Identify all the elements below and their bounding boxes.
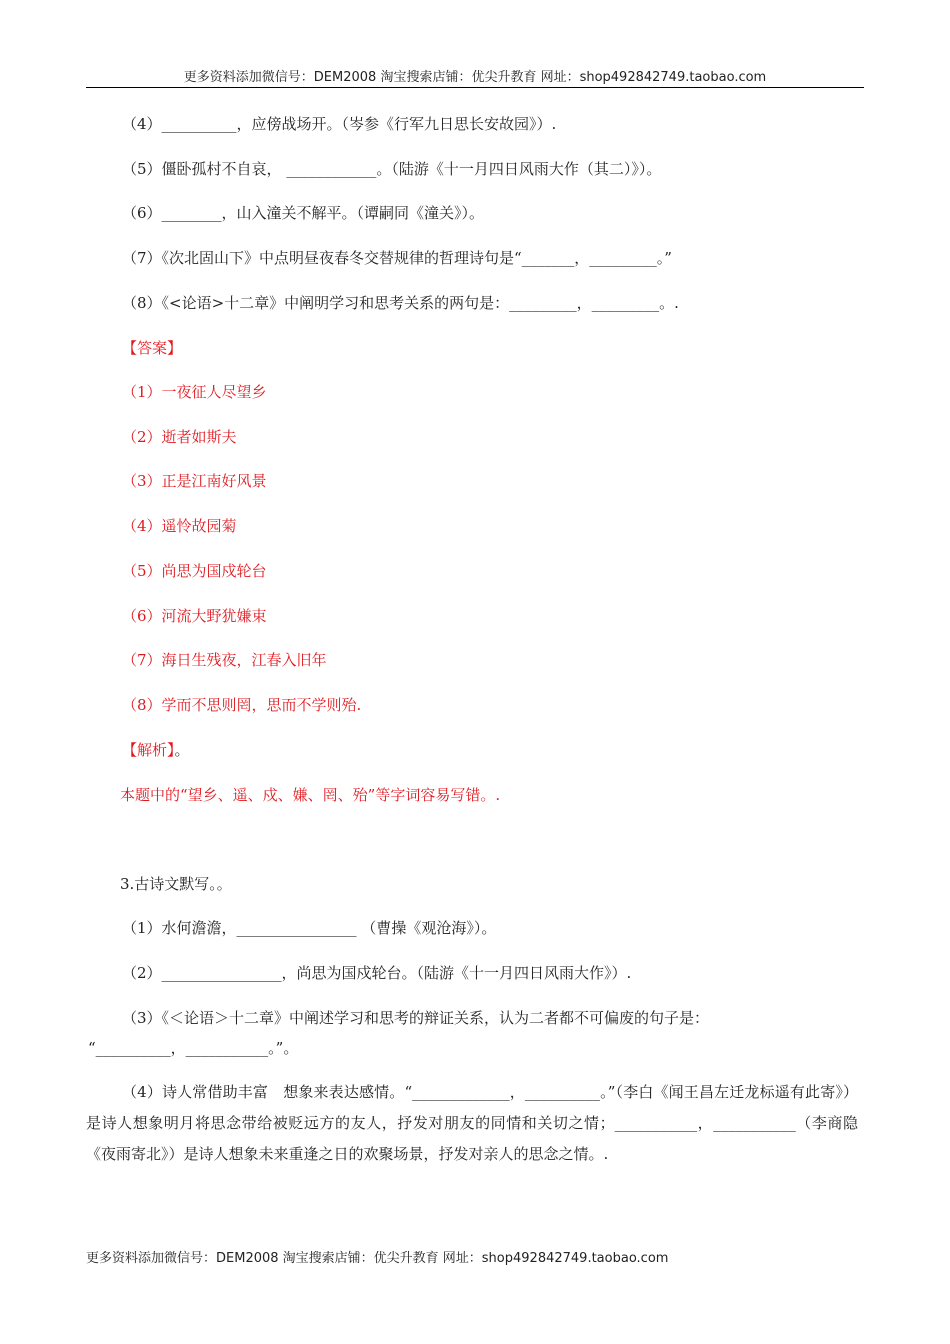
answer-heading: 【答案】 [122,339,183,357]
answer-7: （7）海日生残夜，江春入旧年 [122,651,327,669]
question-5: （5）僵卧孤村不自哀， ____________。（陆游《十一月四日风雨大作（其二）》）。 [122,160,662,178]
question-3-title: 3.古诗文默写。。 [120,875,232,893]
answer-8: （8）学而不思则罔，思而不学则殆. [122,696,362,714]
question-4: （4）__________，应傍战场开。（岑参《行军九日思长安故园》）. [122,115,557,133]
answer-3: （3）正是江南好风景 [122,472,267,490]
answer-6: （6）河流大野犹嫌束 [122,607,267,625]
answer-5: （5）尚思为国戍轮台 [122,562,267,580]
analysis-heading-tail: 。 [174,741,190,759]
q3-item-3-line2: “__________，___________。”。 [88,1039,299,1057]
q3-item-1: （1）水何澹澹，________________ （曹操《观沧海》）。 [122,919,497,937]
answer-2: （2）逝者如斯夫 [122,428,237,446]
question-6: （6）________，山入潼关不解平。（谭嗣同《潼关》）。 [122,204,485,222]
analysis-heading: 【解析】 [122,741,175,759]
analysis-heading-line [122,740,190,760]
question-7: （7）《次北固山下》中点明昼夜春冬交替规律的哲理诗句是“_______，_________。” [122,249,672,267]
q3-item-3-line1: （3）《＜论语＞十二章》中阐述学习和思考的辩证关系，认为二者都不可偏废的句子是： [122,1009,710,1027]
page-header: 更多资料添加微信号：DEM2008 淘宝搜索店铺：优尖升教育 网址：shop492842749.taobao.com [183,70,767,85]
header-divider [86,87,864,88]
q3-item-4: （4）诗人常借助丰富 想象来表达感情。“_____________，__________。”（李白《闻王昌左迁龙标遥有此寄》）是诗人想象明月将思念带给被贬远方的友人，抒发对朋友的同情和关切之情；___________，___________（李商隐《夜雨寄北》）是诗人想象未来重逢之日的欢聚场景，抒发对亲人的思念之情。. [86,1083,858,1163]
q3-item-2: （2）________________，尚思为国戍轮台。（陆游《十一月四日风雨大作》）. [122,964,632,982]
question-8: （8）《<论语>十二章》中阐明学习和思考关系的两句是：_________，_________。. [122,294,679,312]
page-footer: 更多资料添加微信号：DEM2008 淘宝搜索店铺：优尖升教育 网址：shop492842749.taobao.com [86,1251,669,1266]
analysis-text: 本题中的“望乡、遥、戍、嫌、罔、殆”等字词容易写错。. [120,786,501,804]
answer-1: （1）一夜征人尽望乡 [122,383,267,401]
answer-4: （4）遥怜故园菊 [122,517,237,535]
